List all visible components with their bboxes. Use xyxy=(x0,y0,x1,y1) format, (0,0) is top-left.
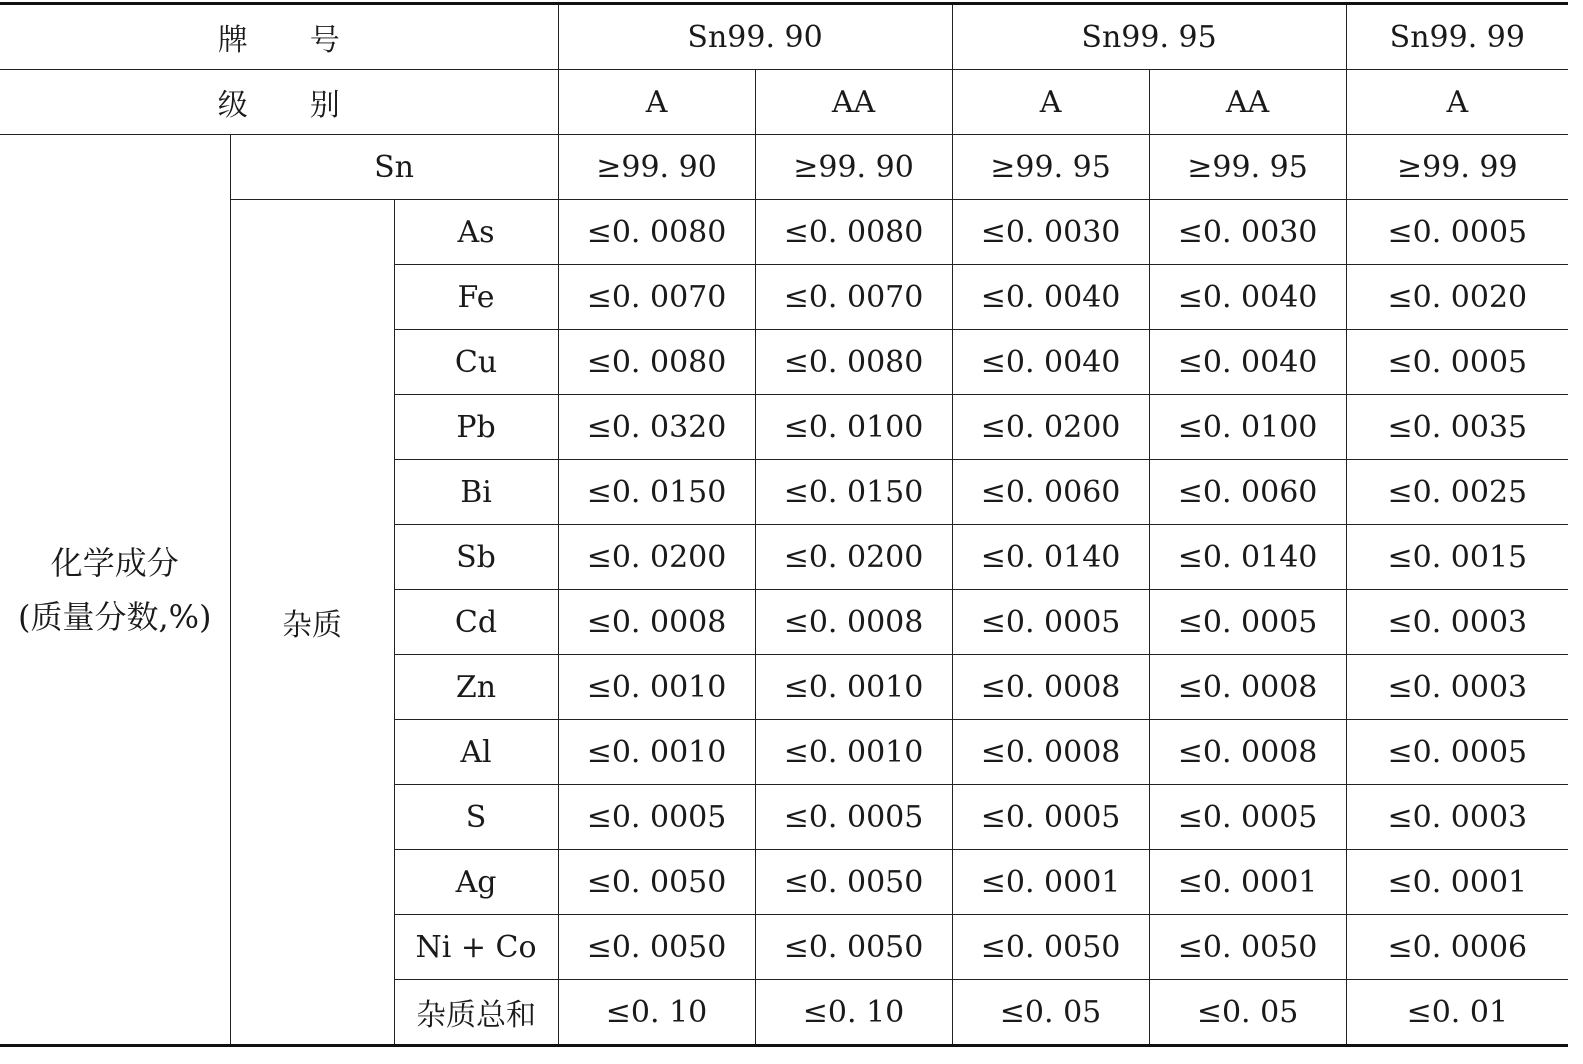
impurity-value: ≤0. 0005 xyxy=(755,785,952,850)
element-label: Cd xyxy=(394,590,558,655)
element-label: Pb xyxy=(394,395,558,460)
element-label: Fe xyxy=(394,265,558,330)
element-label: Sb xyxy=(394,525,558,590)
impurity-value: ≤0. 0003 xyxy=(1346,590,1568,655)
impurity-value: ≤0. 0030 xyxy=(952,200,1149,265)
element-label: 杂质总和 xyxy=(394,980,558,1046)
impurity-value: ≤0. 0140 xyxy=(1149,525,1346,590)
chemical-composition-label xyxy=(0,135,230,1046)
impurity-value: ≤0. 0080 xyxy=(755,200,952,265)
grade-header-row xyxy=(0,70,1568,135)
impurity-value: ≤0. 05 xyxy=(1149,980,1346,1046)
impurity-value: ≤0. 0100 xyxy=(755,395,952,460)
impurity-value: ≤0. 0040 xyxy=(952,330,1149,395)
impurity-value: ≤0. 0005 xyxy=(558,785,755,850)
impurity-value: ≤0. 0005 xyxy=(1346,330,1568,395)
impurity-value: ≤0. 0080 xyxy=(755,330,952,395)
grade-cell: AA xyxy=(755,70,952,135)
impurity-value: ≤0. 0100 xyxy=(1149,395,1346,460)
impurity-value: ≤0. 0050 xyxy=(558,915,755,980)
impurity-value: ≤0. 0005 xyxy=(952,590,1149,655)
impurity-value: ≤0. 0020 xyxy=(1346,265,1568,330)
impurity-value: ≤0. 05 xyxy=(952,980,1149,1046)
impurity-value: ≤0. 0005 xyxy=(952,785,1149,850)
brand-label: 牌号 xyxy=(0,4,558,70)
grade-cell: A xyxy=(952,70,1149,135)
impurity-value: ≤0. 0005 xyxy=(1346,200,1568,265)
impurity-value: ≤0. 10 xyxy=(558,980,755,1046)
impurity-value: ≤0. 0003 xyxy=(1346,785,1568,850)
impurity-row xyxy=(0,200,1568,265)
grade-cell: A xyxy=(1346,70,1568,135)
grade-label: 级别 xyxy=(0,70,558,135)
impurity-value: ≤0. 0200 xyxy=(952,395,1149,460)
impurity-value: ≤0. 0050 xyxy=(1149,915,1346,980)
category-line1: 化学成分 xyxy=(50,543,179,582)
impurity-value: ≤0. 0001 xyxy=(1346,850,1568,915)
impurity-value: ≤0. 0008 xyxy=(1149,720,1346,785)
impurity-value: ≤0. 0010 xyxy=(558,720,755,785)
brand-sn9999: Sn99. 99 xyxy=(1346,4,1568,70)
brand-sn9990: Sn99. 90 xyxy=(558,4,952,70)
sn-value: ≥99. 90 xyxy=(755,135,952,200)
impurity-value: ≤0. 0010 xyxy=(558,655,755,720)
impurity-value: ≤0. 0150 xyxy=(558,460,755,525)
impurity-value: ≤0. 0040 xyxy=(1149,265,1346,330)
impurity-value: ≤0. 0015 xyxy=(1346,525,1568,590)
impurity-value: ≤0. 0008 xyxy=(1149,655,1346,720)
impurity-value: ≤0. 0035 xyxy=(1346,395,1568,460)
impurity-value: ≤0. 0001 xyxy=(1149,850,1346,915)
element-label: Al xyxy=(394,720,558,785)
sn-value: ≥99. 90 xyxy=(558,135,755,200)
element-label: S xyxy=(394,785,558,850)
grade-cell: AA xyxy=(1149,70,1346,135)
impurity-value: ≤0. 0200 xyxy=(755,525,952,590)
impurity-value: ≤0. 0150 xyxy=(755,460,952,525)
sn-label: Sn xyxy=(230,135,558,200)
element-label: As xyxy=(394,200,558,265)
impurity-value: ≤0. 0200 xyxy=(558,525,755,590)
category-line2: (质量分数,%) xyxy=(17,597,212,636)
impurity-value: ≤0. 0050 xyxy=(755,915,952,980)
brand-sn9995: Sn99. 95 xyxy=(952,4,1346,70)
impurity-value: ≤0. 0008 xyxy=(558,590,755,655)
impurity-value: ≤0. 0008 xyxy=(952,655,1149,720)
impurity-value: ≤0. 0010 xyxy=(755,720,952,785)
element-label: Cu xyxy=(394,330,558,395)
impurity-value: ≤0. 0050 xyxy=(952,915,1149,980)
impurity-value: ≤0. 0040 xyxy=(952,265,1149,330)
impurity-group-label: 杂质 xyxy=(230,200,394,1046)
impurity-value: ≤0. 0060 xyxy=(952,460,1149,525)
impurity-value: ≤0. 01 xyxy=(1346,980,1568,1046)
impurity-value: ≤0. 0050 xyxy=(558,850,755,915)
element-label: Bi xyxy=(394,460,558,525)
impurity-value: ≤0. 10 xyxy=(755,980,952,1046)
impurity-value: ≤0. 0008 xyxy=(952,720,1149,785)
impurity-value: ≤0. 0008 xyxy=(755,590,952,655)
impurity-value: ≤0. 0005 xyxy=(1346,720,1568,785)
impurity-value: ≤0. 0040 xyxy=(1149,330,1346,395)
impurity-value: ≤0. 0070 xyxy=(755,265,952,330)
impurity-value: ≤0. 0003 xyxy=(1346,655,1568,720)
impurity-value: ≤0. 0060 xyxy=(1149,460,1346,525)
impurity-value: ≤0. 0005 xyxy=(1149,785,1346,850)
sn-row xyxy=(0,135,1568,200)
impurity-value: ≤0. 0140 xyxy=(952,525,1149,590)
impurity-value: ≤0. 0080 xyxy=(558,200,755,265)
impurity-value: ≤0. 0320 xyxy=(558,395,755,460)
impurity-value: ≤0. 0006 xyxy=(1346,915,1568,980)
impurity-value: ≤0. 0001 xyxy=(952,850,1149,915)
impurity-value: ≤0. 0005 xyxy=(1149,590,1346,655)
impurity-value: ≤0. 0010 xyxy=(755,655,952,720)
impurity-value: ≤0. 0070 xyxy=(558,265,755,330)
sn-value: ≥99. 99 xyxy=(1346,135,1568,200)
tin-ingot-spec-table xyxy=(0,2,1568,1047)
grade-cell: A xyxy=(558,70,755,135)
impurity-value: ≤0. 0080 xyxy=(558,330,755,395)
sn-value: ≥99. 95 xyxy=(1149,135,1346,200)
element-label: Ni + Co xyxy=(394,915,558,980)
impurity-value: ≤0. 0025 xyxy=(1346,460,1568,525)
impurity-value: ≤0. 0050 xyxy=(755,850,952,915)
brand-header-row xyxy=(0,4,1568,70)
impurity-value: ≤0. 0030 xyxy=(1149,200,1346,265)
element-label: Zn xyxy=(394,655,558,720)
sn-value: ≥99. 95 xyxy=(952,135,1149,200)
element-label: Ag xyxy=(394,850,558,915)
